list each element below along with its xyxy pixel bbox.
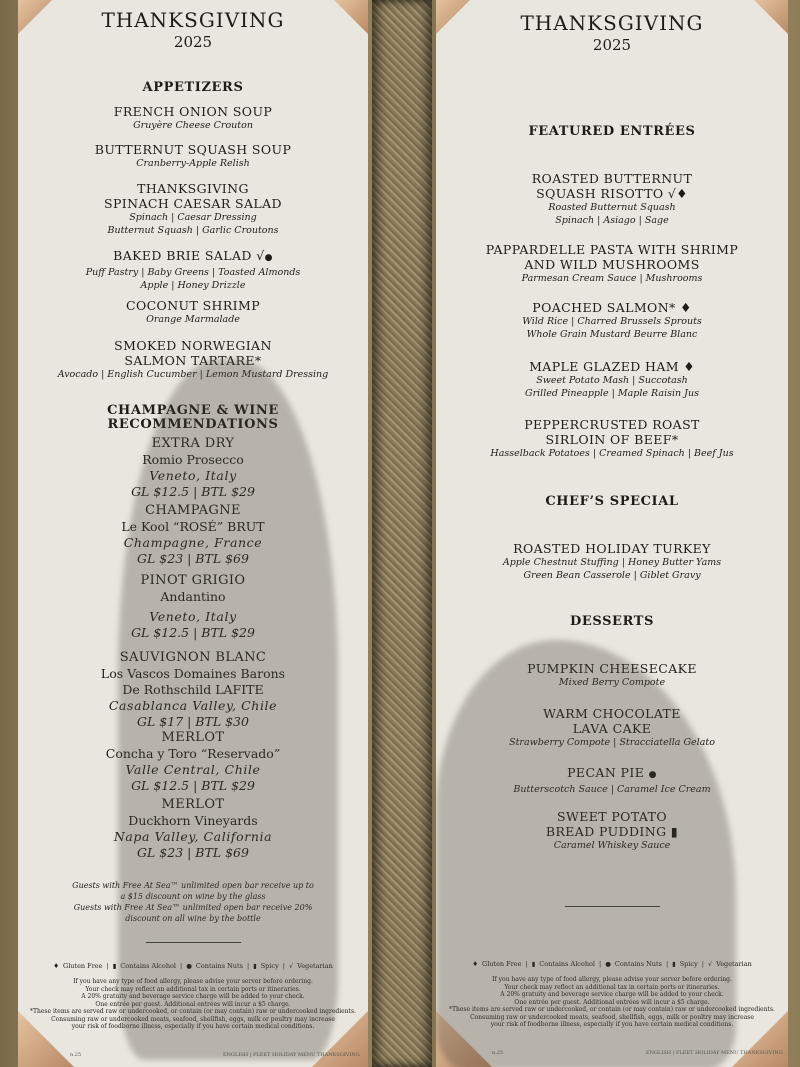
contains-nuts-icon: ● [648,770,657,780]
dish-name-text: POACHED SALMON* [532,300,676,315]
dish-name: FRENCH ONION SOUP [113,104,273,119]
right-menu-card [436,0,788,1067]
contains-alcohol-icon: ▮ [112,962,117,970]
footer-code: n.25 [492,1050,504,1056]
menu-item [18,298,368,326]
wine-price: GL $23 | BTL $69 [137,551,249,566]
dish-description: Roasted Butternut Squash Spinach | Asiago | Sage [548,202,676,226]
footer-code: n.25 [70,1052,82,1058]
dish-description: Sweet Potato Mash | Succotash Grilled Pineapple | Maple Raisin Jus [525,375,699,399]
open-bar-note: Guests with Free At Sea™ unlimited open bar receive up to a $15 discount on wine by the glass Guests with Free At Sea™ unlimited open bar receive 20% discount on all wine by the bottle [72,881,314,923]
wine-region: Veneto, Italy [149,609,237,624]
wine-region: Napa Valley, California [113,829,273,844]
contains-nuts-icon: ● [264,253,273,263]
wine-region: Valle Central, Chile [125,762,261,777]
wine-price: GL $12.5 | BTL $29 [131,484,255,499]
wine-name: Duckhorn Vineyards [128,813,258,828]
menu-item [436,242,788,285]
dish-description: Gruyère Cheese Crouton [133,120,253,131]
dish-name: PUMPKIN CHEESECAKE [527,661,697,676]
vegetarian-icon: √ [667,186,677,201]
chefs-special-heading: CHEF’S SPECIAL [545,494,679,509]
legend-label: Spicy [260,962,279,970]
legend-label: Contains Alcohol [539,960,596,968]
gluten-free-icon: ♦ [472,960,479,968]
dish-description: Avocado | English Cucumber | Lemon Mustard Dressing [57,369,329,380]
contains-nuts-icon: ● [605,960,611,968]
menu-item [436,541,788,582]
wine-name: Concha y Toro “Reservado” [105,746,281,761]
menu-item [18,104,368,132]
menu-item [436,359,788,400]
dish-name: PEPPERCRUSTED ROAST SIRLOIN OF BEEF* [524,417,700,447]
footer-label: ENGLISH | FLEET HOLIDAY MENU THANKSGIVING [223,1052,360,1058]
menu-item [436,417,788,460]
dietary-legend: ♦ Gluten Free | ▮ Contains Alcohol | ● Contains Nuts | ▮ Spicy | √ Vegetarian [53,962,333,970]
dish-description: Butterscotch Sauce | Caramel Ice Cream [513,784,711,795]
dish-name-text: PECAN PIE [567,765,645,780]
contains-nuts-icon: ● [186,962,192,970]
dietary-legend: ♦ Gluten Free | ▮ Contains Alcohol | ● Contains Nuts | ▮ Spicy | √ Vegetarian [472,960,752,968]
dish-description: Strawberry Compote | Stracciatella Gelato [509,737,715,748]
wine-heading: CHAMPAGNE & WINE RECOMMENDATIONS [107,403,279,432]
gluten-free-icon: ♦ [683,359,695,374]
wine-price: GL $23 | BTL $69 [137,845,249,860]
dish-description: Apple Chestnut Stuffing | Honey Butter Yams Green Bean Casserole | Giblet Gravy [502,557,722,581]
wine-region: Veneto, Italy [149,468,237,483]
wine-type: MERLOT [161,730,225,745]
dish-name-text: SWEET POTATO BREAD PUDDING [545,809,667,839]
wine-type: PINOT GRIGIO [140,573,246,588]
dish-description: Puff Pastry | Baby Greens | Toasted Almonds Apple | Honey Drizzle [85,267,301,291]
wine-name: Romio Prosecco [142,452,244,467]
vegetarian-icon: √ [288,962,294,970]
legend-label: Contains Alcohol [120,962,177,970]
desserts-heading: DESSERTS [569,614,655,629]
dish-description: Mixed Berry Compote [558,677,666,688]
wine-name: Le Kool “ROSÉ” BRUT [121,519,265,534]
wine-price: GL $17 | BTL $30 [137,714,249,729]
wine-type: EXTRA DRY [151,436,235,451]
gluten-free-icon: ♦ [680,300,692,315]
vegetarian-icon: √ [256,248,265,263]
wine-region: Champagne, France [123,535,263,550]
fine-print: If you have any type of food allergy, please advise your server before ordering. Your check may reflect an additional tax in certain ports or itineraries. A 20% gratuity and beverage service charge will be added to your check. One entrée per guest. Additional entrées will incur a $5 charge. *These items are served raw or undercooked, or contain (or may contain) raw or undercooked ingredients. Consuming raw or undercooked meats, seafood, shellfish, eggs, milk or poultry may increase your risk of foodborne illness, especially if you have certain medical conditions. [30,978,356,1030]
entrees-heading: FEATURED ENTRÉES [528,124,696,139]
menu-item [18,248,368,292]
contains-alcohol-icon: ▮ [531,960,536,968]
menu-item [18,142,368,170]
dish-name: ROASTED HOLIDAY TURKEY [513,541,711,556]
dish-name [436,171,788,201]
dish-name: SMOKED NORWEGIAN SALMON TARTARE* [114,338,272,368]
legend-label: Gluten Free [63,962,103,970]
spicy-icon: ▮ [672,960,676,968]
photographer-shadow [436,640,736,1067]
gluten-free-icon: ♦ [53,962,60,970]
legend-label: Contains Nuts [614,960,662,968]
legend-label: Gluten Free [482,960,522,968]
wine-type: SAUVIGNON BLANC [119,650,267,665]
vegetarian-icon: √ [707,960,713,968]
dish-description: Orange Marmalade [146,314,240,325]
menu-title: THANKSGIVING [101,8,285,32]
photographer-shadow [118,360,338,1060]
wine-type: CHAMPAGNE [145,503,241,518]
wine-price: GL $12.5 | BTL $29 [131,625,255,640]
menu-item [18,181,368,237]
dish-name: BUTTERNUT SQUASH SOUP [94,142,292,157]
menu-folder-spine [372,0,432,1067]
dish-name: COCONUT SHRIMP [125,298,261,313]
fine-print: If you have any type of food allergy, please advise your server before ordering. Your check may reflect an additional tax in certain ports or itineraries. A 20% gratuity and beverage service charge will be added to your check. One entrée per guest. Additional entrées will incur a $5 charge. *These items are served raw or undercooked, or contain (or may contain) raw or undercooked ingredients. Consuming raw or undercooked meats, seafood, shellfish, eggs, milk or poultry may increase your risk of foodborne illness, especially if you have certain medical conditions. [449,976,775,1028]
legend-label: Vegetarian [716,960,752,968]
dish-name: WARM CHOCOLATE LAVA CAKE [543,706,681,736]
appetizers-heading: APPETIZERS [142,80,244,95]
wine-name: Andantino [160,589,226,604]
spicy-icon: ▮ [253,962,257,970]
dish-name [436,300,788,315]
dish-name-text: MAPLE GLAZED HAM [529,359,679,374]
menu-year: 2025 [173,33,213,51]
dish-description: Caramel Whiskey Sauce [553,840,671,851]
dish-description: Hasselback Potatoes | Creamed Spinach | Beef Jus [490,448,734,459]
menu-item [436,300,788,341]
contains-alcohol-icon: ▮ [670,824,679,839]
dish-name: PAPPARDELLE PASTA WITH SHRIMP AND WILD MUSHROOMS [485,242,739,272]
menu-year: 2025 [592,36,632,54]
left-menu-card [18,0,368,1067]
legend-label: Contains Nuts [195,962,243,970]
dish-name [18,248,368,266]
dish-description: Wild Rice | Charred Brussels Sprouts Whole Grain Mustard Beurre Blanc [522,316,702,340]
menu-title: THANKSGIVING [520,11,704,35]
wine-type: MERLOT [161,797,225,812]
dish-name [436,359,788,374]
wine-name: Los Vascos Domaines Barons De Rothschild LAFITE [100,666,286,697]
legend-label: Vegetarian [297,962,333,970]
wine-price: GL $12.5 | BTL $29 [131,778,255,793]
dish-description: Parmesan Cream Sauce | Mushrooms [521,273,703,284]
dish-description: Cranberry-Apple Relish [136,158,250,169]
dish-name: THANKSGIVING SPINACH CAESAR SALAD [104,181,282,211]
dish-description: Spinach | Caesar Dressing Butternut Squash | Garlic Croutons [107,212,279,236]
menu-item [436,171,788,227]
legend-label: Spicy [679,960,698,968]
dish-name-text: ROASTED BUTTERNUT SQUASH RISOTTO [531,171,693,201]
wine-region: Casablanca Valley, Chile [108,698,278,713]
footer-label: ENGLISH | FLEET HOLIDAY MENU THANKSGIVING [646,1050,783,1056]
gluten-free-icon: ♦ [676,186,688,201]
dish-name-text: BAKED BRIE SALAD [113,248,252,263]
